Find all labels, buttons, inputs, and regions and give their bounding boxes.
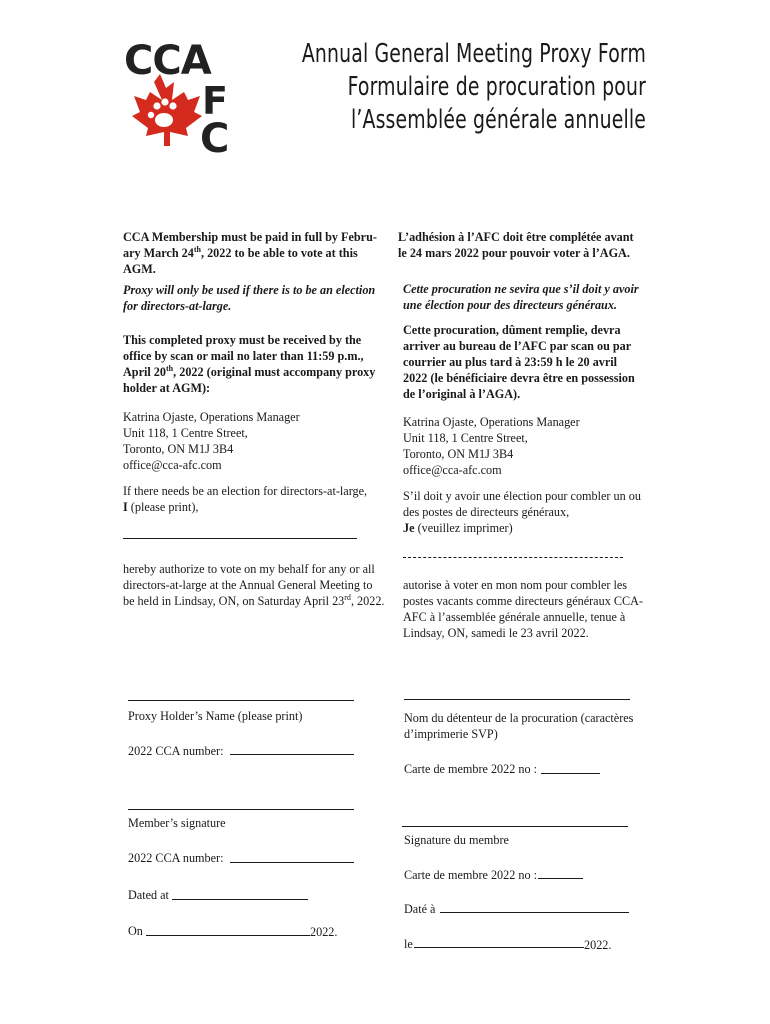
- cca-afc-logo: [122, 36, 252, 156]
- fr-received-deadline: Cette procuration, dûment remplie, devra arriver au bureau de l’AFC par scan ou par courrier au plus tard à 23:59 h le 20 avril 2022 (le bénéficiaire devra être en possession de l’original à l’AGA).: [403, 323, 635, 401]
- form-title: [270, 38, 646, 137]
- title-line-2: Formulaire de procuration pour: [347, 72, 646, 102]
- en-on-date-line[interactable]: [146, 935, 310, 936]
- en-proxy-holder-name-line[interactable]: [128, 700, 354, 701]
- fr-name-print-line[interactable]: [403, 557, 623, 558]
- fr-address: [403, 414, 643, 478]
- fr-member-number-label-1: Carte de membre 2022 no :: [404, 762, 538, 776]
- fr-year-label: 2022.: [584, 938, 612, 952]
- en-on-label: On: [128, 924, 143, 938]
- logo-text-cca: CCA: [124, 38, 211, 84]
- en-dated-at-label: Dated at: [128, 888, 169, 902]
- en-received-deadline: This completed proxy must be received by the office by scan or mail no later than 11:59 p.m., April 20th, 2022 (original must accompany proxy holder at AGM):: [123, 333, 376, 395]
- fr-election-text: S’il doit y avoir une élection pour combler un ou des postes de directeurs généraux, Je (veuillez imprimer): [403, 489, 641, 535]
- fr-member-number-line-1[interactable]: [541, 773, 600, 774]
- fr-membership-note: L’adhésion à l’AFC doit être complétée avant le 24 mars 2022 pour pouvoir voter à l’AGA.: [398, 230, 634, 260]
- fr-address-line: Katrina Ojaste, Operations Manager: [403, 415, 580, 429]
- fr-member-signature-line[interactable]: [402, 826, 628, 827]
- en-address: [123, 409, 385, 473]
- en-proxy-holder-name-label: Proxy Holder’s Name (please print): [128, 709, 303, 723]
- fr-address-line: Toronto, ON M1J 3B4: [403, 447, 514, 461]
- cca-afc-logo-graphic: [122, 36, 252, 156]
- en-cca-number-line-2[interactable]: [230, 862, 354, 863]
- fr-member-number-line-2[interactable]: [538, 878, 583, 879]
- title-line-1: Annual General Meeting Proxy Form: [301, 39, 646, 69]
- fr-address-line: Unit 118, 1 Centre Street,: [403, 431, 528, 445]
- title-line-3: l’Assemblée générale annuelle: [350, 105, 646, 135]
- en-membership-note: CCA Membership must be paid in full by Febru-ary March 24th, 2022 to be able to vote at this AGM.: [123, 230, 377, 276]
- fr-authorize-text: autorise à voter en mon nom pour combler les postes vacants comme directeurs généraux CCA-AFC à l’assemblée générale annuelle, tenue à Lindsay, ON, samedi le 23 avril 2022.: [403, 578, 643, 640]
- en-cca-number-label-1: 2022 CCA number:: [128, 744, 224, 758]
- fr-dated-at-label: Daté à: [404, 902, 436, 916]
- fr-member-number-label-2: Carte de membre 2022 no :: [404, 868, 538, 882]
- en-name-print-line[interactable]: [123, 538, 357, 539]
- fr-member-signature-label: Signature du membre: [404, 833, 509, 847]
- en-election-text: If there needs be an election for directors-at-large, I (please print),: [123, 484, 368, 514]
- fr-proxy-holder-name-label: Nom du détenteur de la procuration (caractères d’imprimerie SVP): [404, 711, 634, 741]
- fr-le-label: le: [404, 937, 413, 951]
- en-address-line: Toronto, ON M1J 3B4: [123, 442, 234, 456]
- en-address-line: Unit 118, 1 Centre Street,: [123, 426, 248, 440]
- fr-dated-at-line[interactable]: [440, 912, 629, 913]
- en-dated-at-line[interactable]: [172, 899, 308, 900]
- logo-text-c: C: [200, 116, 230, 156]
- fr-proxy-use-note: Cette procuration ne sevira que s’il doit y avoir une élection pour des directeurs généraux.: [403, 282, 639, 312]
- en-member-signature-label: Member’s signature: [128, 816, 226, 830]
- en-cca-number-line-1[interactable]: [230, 754, 354, 755]
- maple-leaf-icon: [132, 74, 202, 146]
- en-address-line: office@cca-afc.com: [123, 458, 222, 472]
- en-proxy-use-note: Proxy will only be used if there is to be an election for directors-at-large.: [123, 283, 376, 313]
- en-authorize-text: hereby authorize to vote on my behalf for any or all directors-at-large at the Annual General Meeting to be held in Lindsay, ON, on Saturday April 23rd, 2022.: [123, 562, 385, 608]
- fr-le-date-line[interactable]: [414, 947, 584, 948]
- en-address-line: Katrina Ojaste, Operations Manager: [123, 410, 300, 424]
- en-year-label: 2022.: [310, 925, 338, 939]
- fr-address-line: office@cca-afc.com: [403, 463, 502, 477]
- fr-proxy-holder-name-line[interactable]: [404, 699, 630, 700]
- logo-text-f: F: [202, 79, 228, 123]
- en-member-signature-line[interactable]: [128, 809, 354, 810]
- en-cca-number-label-2: 2022 CCA number:: [128, 851, 224, 865]
